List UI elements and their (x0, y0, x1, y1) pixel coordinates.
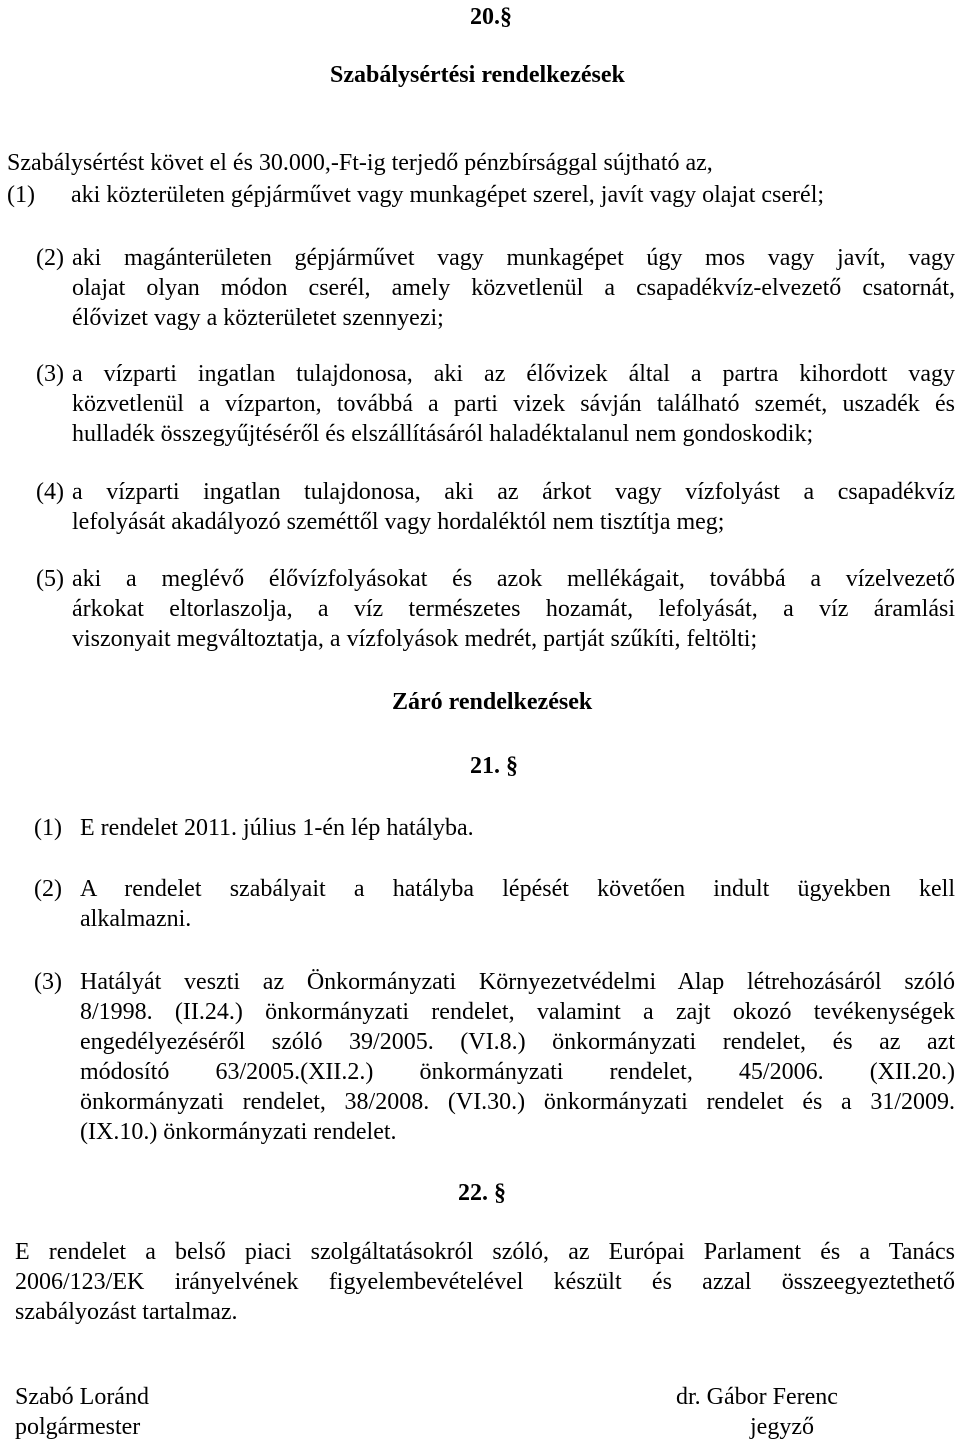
sec21-item-1-number: (1) (34, 815, 62, 841)
sec21-item-3-number: (3) (34, 969, 62, 995)
item-5-number: (5) (36, 566, 64, 592)
item-2-line-2: olajat olyan módon cserél, amely közvetlenül a csapadékvíz-elvezető csatornát, (72, 275, 955, 301)
item-4-text (72, 477, 955, 537)
item-2-line-3: élővizet vagy a közterületet szennyezi; (72, 305, 444, 331)
item-5-line-3: viszonyait megváltoztatja, a vízfolyások medrét, partját szűkíti, feltölti; (72, 626, 758, 652)
signature-left-title: polgármester (15, 1414, 141, 1440)
item-2-text (72, 243, 955, 333)
item-4-line-2: lefolyását akadályozó szeméttől vagy hordaléktól nem tisztítja meg; (72, 509, 725, 535)
sec21-item-3-line-6: (IX.10.) önkormányzati rendelet. (80, 1119, 397, 1145)
item-1-number: (1) (7, 182, 35, 208)
sec21-item-3-text (80, 967, 955, 1147)
sec21-item-1-text: E rendelet 2011. július 1-én lép hatályba. (80, 815, 474, 841)
closing-title: Záró rendelkezések (392, 689, 593, 715)
section-22-number: 22. § (458, 1180, 506, 1206)
signature-right-title: jegyző (750, 1414, 814, 1440)
item-5-line-2: árkokat eltorlaszolja, a víz természetes hozamát, lefolyását, a víz áramlási (72, 596, 955, 622)
item-4-number: (4) (36, 479, 64, 505)
item-3-line-3: hulladék összegyűjtéséről és elszállításáról haladéktalanul nem gondoskodik; (72, 421, 814, 447)
item-3-text (72, 359, 955, 449)
sec22-line-1: E rendelet a belső piaci szolgáltatásokról szóló, az Európai Parlament és a Tanács (15, 1239, 955, 1265)
sec22-line-3: szabályozást tartalmaz. (15, 1299, 238, 1325)
item-1-text: aki közterületen gépjárművet vagy munkagépet szerel, javít vagy olajat cserél; (71, 182, 825, 208)
item-4-line-1: a vízparti ingatlan tulajdonosa, aki az árkot vagy vízfolyást a csapadékvíz (72, 479, 955, 505)
item-2-number: (2) (36, 245, 64, 271)
item-5-text (72, 564, 955, 654)
sec21-item-3-line-3: engedélyezéséről szóló 39/2005. (VI.8.) önkormányzati rendelet, és az azt (80, 1029, 955, 1055)
sec21-item-3-line-1: Hatályát veszti az Önkormányzati Környezetvédelmi Alap létrehozásáról szóló (80, 969, 955, 995)
section-21-number: 21. § (470, 753, 518, 779)
item-3-line-1: a vízparti ingatlan tulajdonosa, aki az élővizek által a partra kihordott vagy (72, 361, 955, 387)
sec21-item-2-text (80, 874, 955, 934)
item-2-line-1: aki magánterületen gépjárművet vagy munkagépet úgy mos vagy javít, vagy (72, 245, 955, 271)
sec21-item-2-number: (2) (34, 876, 62, 902)
item-3-number: (3) (36, 361, 64, 387)
item-5-line-1: aki a meglévő élővízfolyásokat és azok mellékágait, továbbá a vízelvezető (72, 566, 955, 592)
section-20-intro: Szabálysértést követ el és 30.000,-Ft-ig terjedő pénzbírsággal sújtható az, (7, 150, 713, 176)
sec21-item-3-line-5: önkormányzati rendelet, 38/2008. (VI.30.) önkormányzati rendelet és a 31/2009. (80, 1089, 955, 1115)
section-22-text (15, 1237, 955, 1327)
sec21-item-3-line-4: módosító 63/2005.(XII.2.) önkormányzati rendelet, 45/2006. (XII.20.) (80, 1059, 955, 1085)
sec21-item-3-line-2: 8/1998. (II.24.) önkormányzati rendelet, valamint a zajt okozó tevékenységek (80, 999, 955, 1025)
section-20-title: Szabálysértési rendelkezések (330, 62, 625, 88)
signature-left-name: Szabó Loránd (15, 1384, 149, 1410)
item-3-line-2: közvetlenül a vízparton, továbbá a parti vizek sávján található szemét, uszadék és (72, 391, 955, 417)
sec22-line-2: 2006/123/EK irányelvének figyelembevételével készült és azzal összeegyeztethető (15, 1269, 955, 1295)
sec21-item-2-line-2: alkalmazni. (80, 906, 192, 932)
signature-right-name: dr. Gábor Ferenc (676, 1384, 838, 1410)
sec21-item-2-line-1: A rendelet szabályait a hatályba lépését követően indult ügyekben kell (80, 876, 955, 902)
section-20-number: 20.§ (470, 4, 512, 30)
